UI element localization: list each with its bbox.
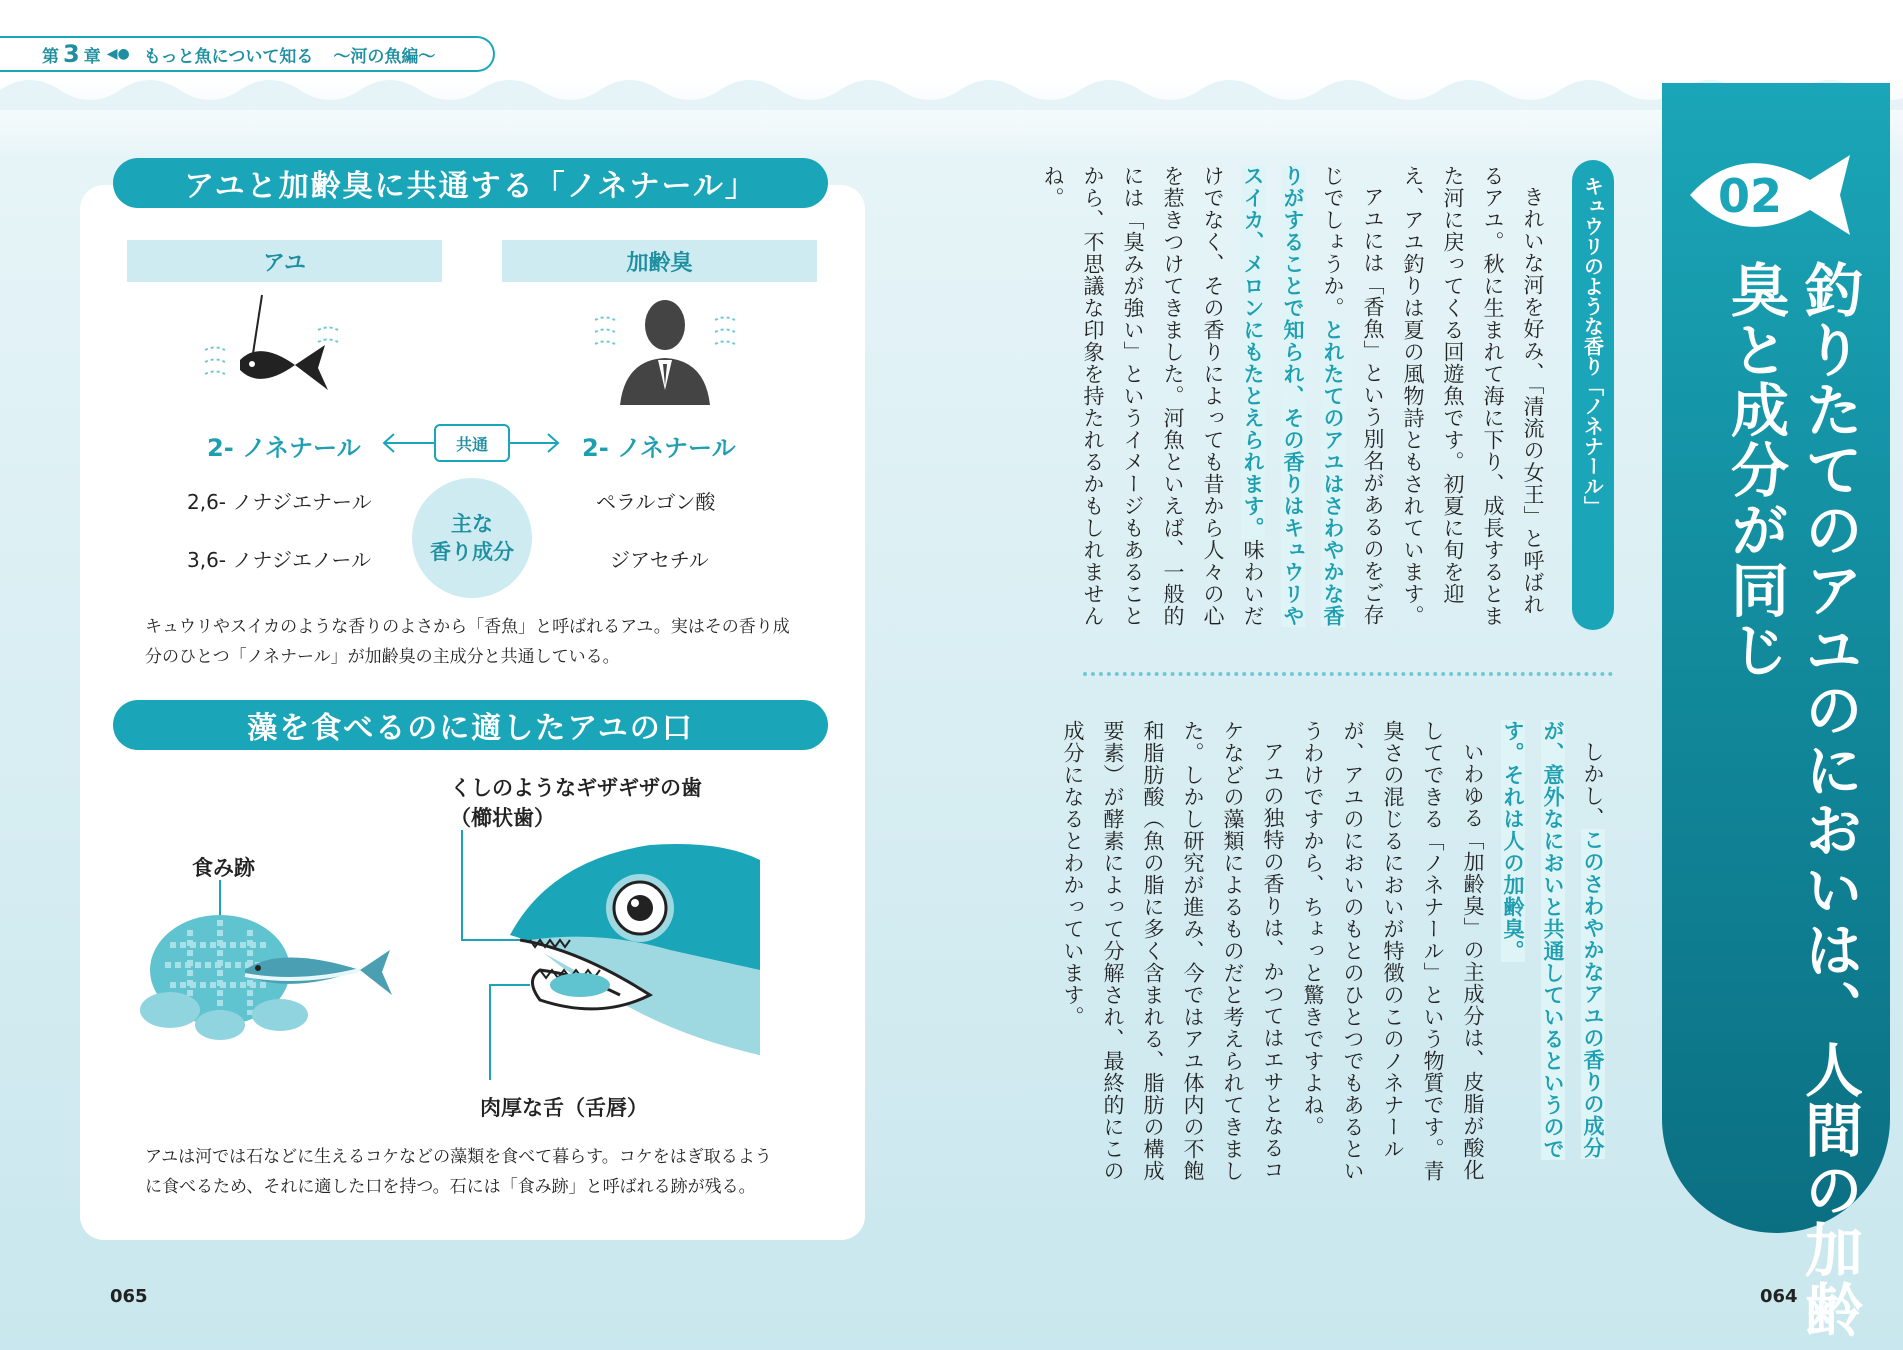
mouth-caption-line2: に食べるため、それに適した口を持つ。石には「食み跡」と呼ばれる跡が残る。 [145, 1177, 756, 1197]
kareishu-compound: 2- ノネナール [582, 434, 736, 462]
article-title: 釣りたてのアユのにおいは、人間の加齢臭と成分が同じ [1721, 260, 1863, 1340]
kareishu-other-compound-2: ジアセチル [610, 548, 709, 572]
lower-p1-highlight: このさわやかなアユの香りの成分が、意外なにおいと共通しているというのです。それは人の加齢臭。 [1501, 720, 1605, 1160]
upper-p2-intro: アユには「香魚」という別名があるのをご存じでしょうか。 [1321, 165, 1385, 626]
main-aroma-circle [412, 478, 532, 598]
chapter-prefix: 第 [42, 46, 59, 67]
subhead-pill: キュウリのような香り「ノネナール」 [1572, 160, 1614, 630]
fish-icon: ◀● [106, 46, 130, 62]
upper-paragraph-2 [1033, 165, 1393, 635]
section-divider [1083, 672, 1613, 676]
chapter-number: 3 [63, 40, 80, 68]
upper-body-text [1041, 165, 1553, 635]
lower-p1-intro: しかし、 [1581, 741, 1605, 829]
ayu-other-compound-2: 3,6- ノナジエノール [187, 548, 371, 572]
nonenal-caption-line2: 分のひとつ「ノネナール」が加齢臭の主成分と共通している。 [145, 647, 620, 667]
label-feeding-marks: 食み跡 [192, 856, 255, 880]
column-header-ayu: アユ [127, 240, 442, 282]
main-aroma-line1: 主な [451, 511, 493, 536]
label-comb-teeth-line2: （櫛状歯） [450, 806, 555, 830]
mouth-caption [145, 1142, 772, 1202]
wave-decoration [0, 70, 1903, 110]
lower-paragraph-1 [1493, 720, 1613, 1190]
label-comb-teeth-line1: くしのようなギザギザの歯 [450, 776, 702, 800]
common-badge: 共通 [434, 424, 510, 462]
label-thick-lip: 肉厚な舌（舌唇） [480, 1096, 648, 1120]
column-header-kareishu: 加齢臭 [502, 240, 817, 282]
upper-p2-rest: 味わいだけでなく、その香りによっても昔から人々の心を惹きつけてきました。河魚といえば、一般的には「臭みが強い」というイメージもあることから、不思議な印象を持たれるかもしれませんね。 [1041, 165, 1265, 627]
ayu-mouth-illustration [130, 820, 770, 1090]
ayu-compound: 2- ノネナール [207, 434, 361, 462]
upper-p2-highlight: とれたてのアユはさわやかな香りがすることで知られ、その香りはキュウリやスイカ、メロンにもたとえられます。 [1241, 165, 1345, 627]
page-number-left: 065 [110, 1286, 148, 1307]
lower-body-text [1061, 720, 1613, 1190]
mouth-caption-line1: アユは河では石などに生えるコケなどの藻類を食べて暮らす。コケをはぎ取るよう [145, 1147, 772, 1167]
chapter-title: もっと魚について知る [143, 46, 314, 67]
man-silhouette-icon [590, 290, 740, 415]
lower-paragraph-2: いわゆる「加齢臭」の主成分は、皮脂が酸化してできる「ノネナール」という物質です。青臭さの混じるにおいが特徴のこのノネナールが、アユのにおいのもとのひとつでもあるというわけですから、ちょっと驚きですよね。 [1301, 720, 1485, 1182]
nonenal-caption [145, 612, 790, 672]
lower-paragraph-3: アユの独特の香りは、かつてはエサとなるコケなどの藻類によるものだと考えられてきました。しかし研究が進み、今ではアユ体内の不飽和脂肪酸（魚の脂に多く含まれる、脂肪の構成要素）が酵素によって分解され、最終的にこの成分になるとわかっています。 [1061, 720, 1285, 1182]
fish-number-badge [1680, 140, 1860, 250]
chapter-subtitle: 〜河の魚編〜 [333, 46, 436, 67]
kareishu-other-compound-1: ペラルゴン酸 [596, 490, 716, 514]
section-title-nonenal: アユと加齢臭に共通する「ノネナール」 [113, 158, 828, 208]
ayu-other-compound-1: 2,6- ノナジエナール [187, 490, 372, 514]
page-number-right: 064 [1760, 1286, 1798, 1307]
nonenal-caption-line1: キュウリやスイカのような香りのよさから「香魚」と呼ばれるアユ。実はその香り成 [145, 617, 790, 637]
article-number: 02 [1718, 169, 1783, 223]
main-aroma-line2: 香り成分 [430, 540, 514, 564]
hooked-fish-icon [200, 290, 350, 415]
chapter-header [0, 36, 495, 72]
chapter-suffix: 章 [83, 46, 101, 67]
upper-paragraph-1: きれいな河を好み、「清流の女王」と呼ばれるアユ。秋に生まれて海に下り、成長するとまた河に戻ってくる回遊魚です。初夏に旬を迎え、アユ釣りは夏の風物詩ともされています。 [1401, 165, 1545, 627]
section-title-mouth: 藻を食べるのに適したアユの口 [113, 700, 828, 750]
